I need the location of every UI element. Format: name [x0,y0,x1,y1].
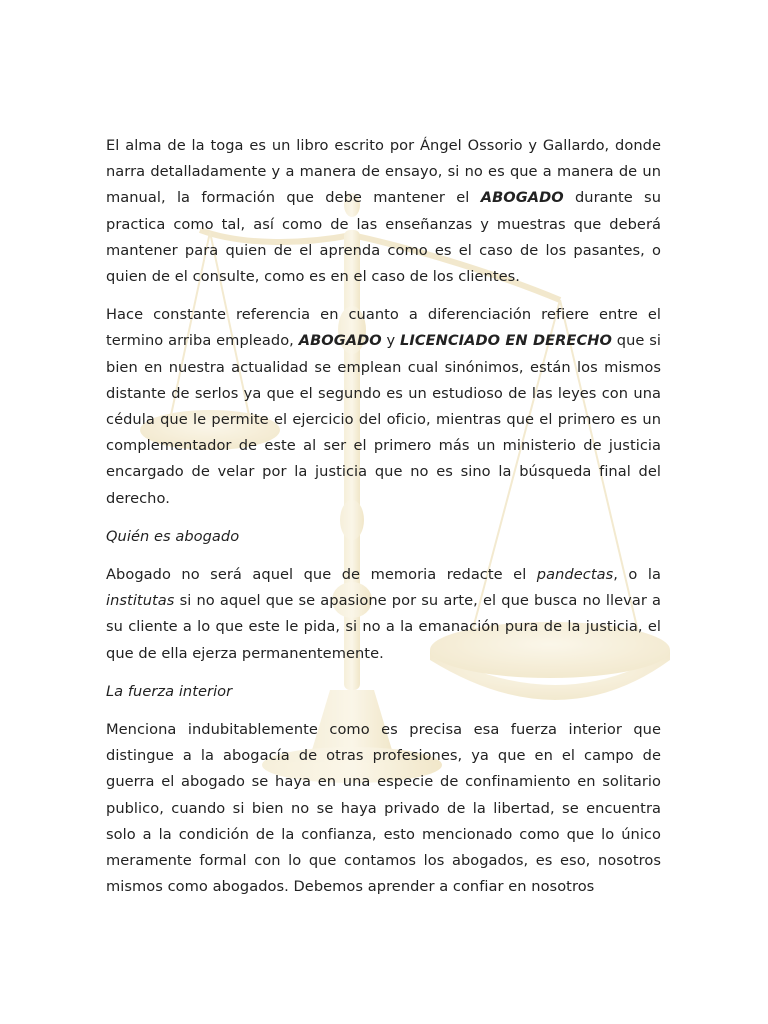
section-heading-fuerza-interior: La fuerza interior [106,682,233,700]
paragraph-1 [106,133,661,290]
paragraph-2 [106,302,661,512]
paragraph-2-text-end: que si bien en nuestra actualidad se emplean cual sinónimos, están los mismos distante de serlos ya que el segundo es un estudioso de las leyes con una cédula que le permite el ejercicio del oficio, mientras que el primero es un complementador de este al ser el primero más un ministerio de justicia encargado de velar por la justicia que no es sino la búsqueda final del derecho. [106,332,662,507]
paragraph-3 [106,562,661,667]
paragraph-3-text-end: si no aquel que se apasione por su arte, el que busca no llevar a su cliente a lo que este le pida, si no a la emanación pura de la justicia, el que de ella ejerza permanentemente. [106,592,661,662]
licenciado-emphasis: LICENCIADO EN DERECHO [400,332,612,350]
section-heading-quien-es-abogado: Quién es abogado [106,527,240,545]
abogado-emphasis: ABOGADO [480,189,564,207]
document-body [106,133,661,912]
paragraph-4: Menciona indubitablemente como es precisa esa fuerza interior que distingue a la abogacía de otras profesiones, ya que en el campo de guerra el abogado se haya en una especie de confinamiento en solitario publico, cuando si bien no se haya privado de la libertad, se encuentra solo a la condición de la confianza, esto mencionado como que lo único meramente formal con lo que contamos los abogados, es eso, nosotros mismos como abogados. Debemos aprender a confiar en nosotros [106,721,661,896]
paragraph-2-conjunction: y [381,332,401,350]
abogado-emphasis: ABOGADO [298,332,382,350]
paragraph-1-text-end: durante su practica como tal, así como de las enseñanzas y muestras que deberá mantener para quien de el aprenda como es el caso de los pasantes, o quien de el consulte, como es en el caso de los clientes. [106,189,661,286]
paragraph-3-text-mid: , o la [613,566,661,584]
paragraph-3-text: Abogado no será aquel que de memoria redacte el [106,566,537,584]
pandectas-emphasis: pandectas [536,566,614,584]
paragraph-2-text: Hace constante referencia en cuanto a diferenciación refiere entre el termino arriba empleado, [106,306,661,350]
institutas-emphasis: institutas [106,592,175,610]
paragraph-1-text: El alma de la toga es un libro escrito por Ángel Ossorio y Gallardo, donde narra detalladamente y a manera de ensayo, si no es que a manera de un manual, la formación que debe mantener el [106,137,661,207]
